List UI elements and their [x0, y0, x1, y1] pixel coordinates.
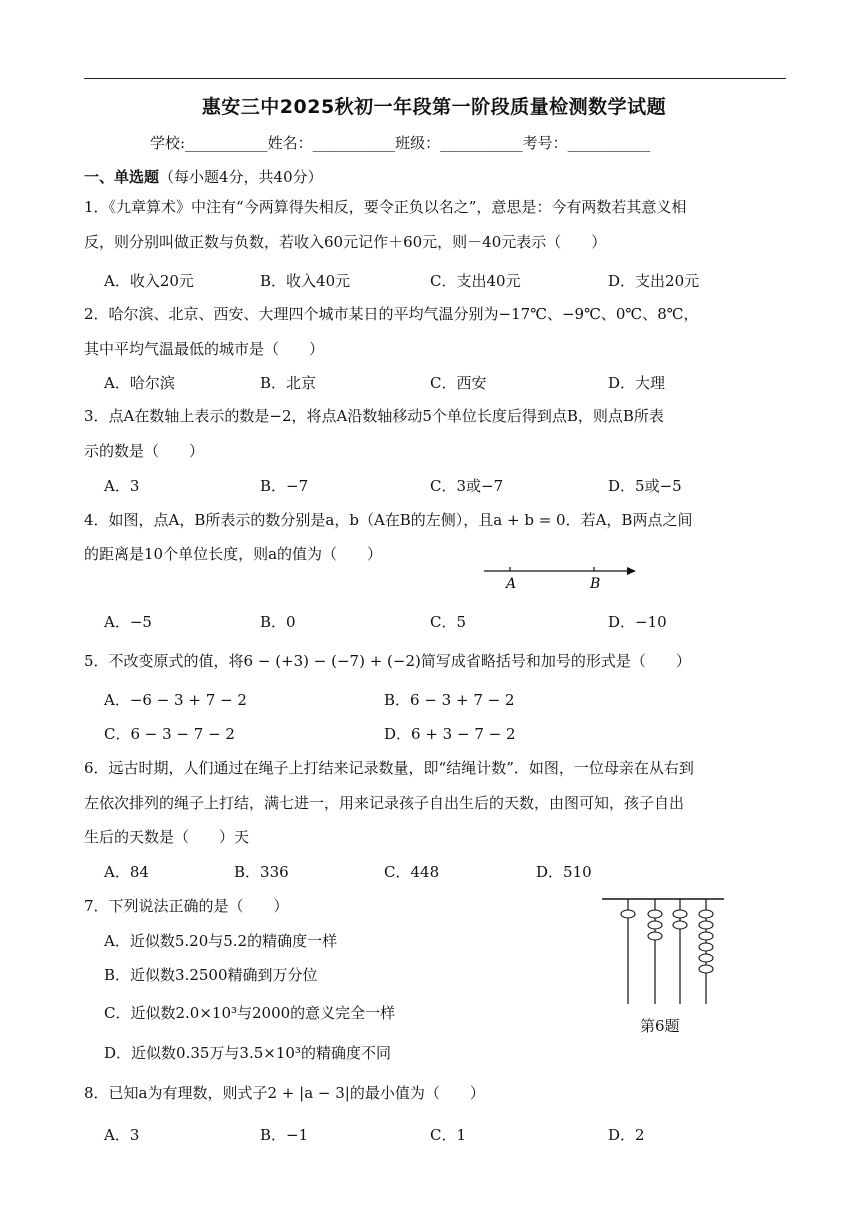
q7-option-a[interactable]: A．近似数5.20与5.2的精确度一样: [104, 932, 338, 950]
q5-option-c[interactable]: C．6 − 3 − 7 − 2: [104, 725, 235, 743]
q1-option-a[interactable]: A．收入20元: [104, 272, 194, 290]
knot: [699, 932, 713, 940]
knot: [699, 954, 713, 962]
q3-option-c[interactable]: C．3或−7: [430, 477, 504, 495]
knot: [699, 965, 713, 973]
q4-option-d[interactable]: D．−10: [608, 613, 667, 631]
exam-number-field[interactable]: 考号：___________: [522, 134, 651, 152]
q6-option-d[interactable]: D．510: [536, 863, 592, 881]
section-heading: [84, 166, 323, 187]
name-field[interactable]: 姓名：___________: [267, 134, 396, 152]
school-field[interactable]: 学校:___________: [150, 134, 268, 152]
q6-option-c[interactable]: C．448: [384, 863, 440, 881]
knot: [621, 910, 635, 918]
q3-line2: 示的数是（ ）: [84, 442, 205, 460]
q5-line1: 5．不改变原式的值，将6 − (+3) − (−7) + (−2)简写成省略括号和加号的形式是（ ）: [84, 652, 691, 670]
number-line-figure: [478, 560, 648, 594]
knot: [648, 932, 662, 940]
q1-line2: 反，则分别叫做正数与负数，若收入60元记作＋60元，则－40元表示（ ）: [84, 233, 607, 251]
q3-option-d[interactable]: D．5或−5: [608, 477, 682, 495]
q1-option-d[interactable]: D．支出20元: [608, 272, 700, 290]
q8-option-b[interactable]: B．−1: [260, 1126, 309, 1144]
knot: [699, 910, 713, 918]
q7-line1: 7．下列说法正确的是（ ）: [84, 897, 289, 915]
q6-option-a[interactable]: A．84: [104, 863, 149, 881]
q4-line1: 4．如图，点A，B所表示的数分别是a，b（A在B的左侧），且a + b = 0．若A，B两点之间: [84, 511, 693, 529]
section-title: 一、单选题: [84, 168, 160, 186]
point-a-label: A: [506, 576, 517, 592]
knot-rope-figure: [598, 894, 730, 1010]
q6-line1: 6．远古时期，人们通过在绳子上打结来记录数量，即“结绳计数”．如图，一位母亲在从右到: [84, 759, 694, 777]
knot: [648, 910, 662, 918]
q1-line1: 1．《九章算术》中注有“今两算得失相反，要令正负以名之”，意思是：今有两数若其意义相: [84, 198, 687, 216]
q4-option-c[interactable]: C．5: [430, 613, 467, 631]
section-note: （每小题4分，共40分）: [159, 168, 323, 186]
q3-option-b[interactable]: B．−7: [260, 477, 309, 495]
q2-line1: 2．哈尔滨、北京、西安、大理四个城市某日的平均气温分别为−17℃、−9℃、0℃、8℃，: [84, 305, 699, 323]
header-rule: [84, 78, 786, 79]
q3-option-a[interactable]: A．3: [104, 477, 140, 495]
q2-option-c[interactable]: C．西安: [430, 374, 487, 392]
q4-option-b[interactable]: B．0: [260, 613, 296, 631]
student-info-line: [150, 132, 650, 153]
q2-line2: 其中平均气温最低的城市是（ ）: [84, 340, 325, 358]
class-field[interactable]: 班级：___________: [395, 134, 523, 152]
point-b-label: B: [590, 576, 601, 592]
q5-option-a[interactable]: A．−6 − 3 + 7 − 2: [104, 691, 247, 709]
q8-option-d[interactable]: D．2: [608, 1126, 645, 1144]
q8-option-c[interactable]: C．1: [430, 1126, 467, 1144]
q7-option-d[interactable]: D．近似数0.35万与3.5×10³的精确度不同: [104, 1044, 391, 1062]
q4-line2: 的距离是10个单位长度，则a的值为（ ）: [84, 545, 383, 563]
knot: [673, 910, 687, 918]
knot: [673, 921, 687, 929]
q6-line2: 左依次排列的绳子上打结，满七进一，用来记录孩子自出生后的天数，由图可知，孩子自出: [84, 794, 685, 812]
q3-line1: 3．点A在数轴上表示的数是−2，将点A沿数轴移动5个单位长度后得到点B，则点B所表: [84, 407, 664, 425]
knot: [699, 921, 713, 929]
q1-option-b[interactable]: B．收入40元: [260, 272, 351, 290]
q1-option-c[interactable]: C．支出40元: [430, 272, 521, 290]
q2-option-d[interactable]: D．大理: [608, 374, 666, 392]
q2-option-b[interactable]: B．北京: [260, 374, 317, 392]
q5-option-d[interactable]: D．6 + 3 − 7 − 2: [384, 725, 516, 743]
q5-option-b[interactable]: B．6 − 3 + 7 − 2: [384, 691, 515, 709]
q2-option-a[interactable]: A．哈尔滨: [104, 374, 175, 392]
figure-6-caption: 第6题: [640, 1017, 680, 1035]
knot: [699, 943, 713, 951]
arrow-head-icon: [627, 567, 636, 575]
q6-line3: 生后的天数是（ ）天: [84, 828, 250, 846]
q7-option-c[interactable]: C．近似数2.0×10³与2000的意义完全一样: [104, 1004, 396, 1022]
exam-title: 惠安三中2025秋初一年段第一阶段质量检测数学试题: [201, 96, 667, 118]
q4-option-a[interactable]: A．−5: [104, 613, 152, 631]
q8-line1: 8．已知a为有理数，则式子2 + |a − 3|的最小值为（ ）: [84, 1084, 485, 1102]
q7-option-b[interactable]: B．近似数3.2500精确到万分位: [104, 966, 318, 984]
q8-option-a[interactable]: A．3: [104, 1126, 140, 1144]
q6-option-b[interactable]: B．336: [234, 863, 289, 881]
knot: [648, 921, 662, 929]
